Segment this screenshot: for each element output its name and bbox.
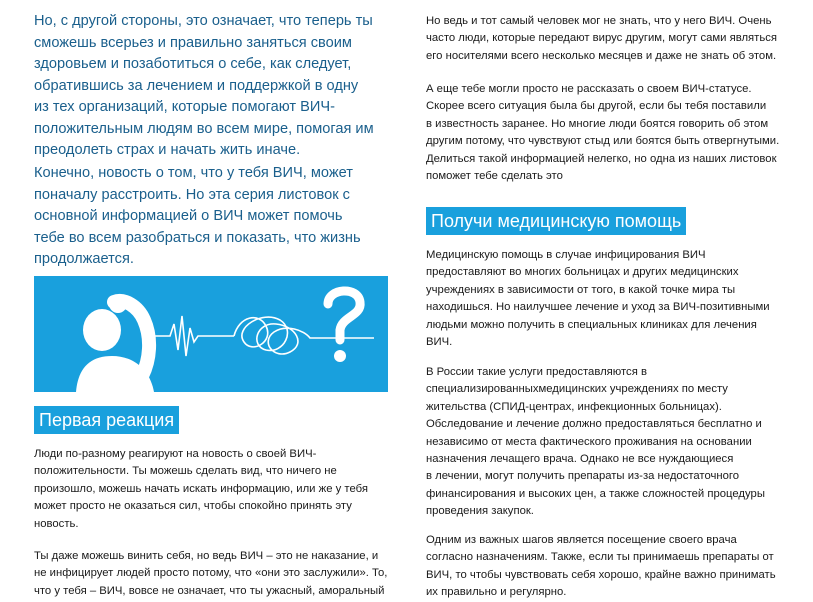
text-line: назначения лечащего врача. Однако не все нуждающиеся xyxy=(426,453,734,466)
text-line: Ты даже можешь винить себя, но ведь ВИЧ – это не наказание, и xyxy=(34,550,379,562)
text-line: А еще тебе могли просто не рассказать о своем ВИЧ-статусе. xyxy=(426,83,752,95)
right-paragraph-2 xyxy=(426,81,791,185)
confused-person-thinking-icon xyxy=(34,276,388,392)
text-line: тебе во всем разобраться и показать, что жизнь xyxy=(34,229,361,246)
text-line: Обследование и лечение должно предоставляться бесплатно и xyxy=(426,418,762,431)
text-line: учреждениях в зависимости от того, в какой точке мира ты xyxy=(426,283,736,296)
text-line: людьми можно получить в специальных клиниках для лечения xyxy=(426,318,757,331)
text-line: произошло, можешь начать искать информацию, или же у тебя xyxy=(34,482,368,495)
text-line: положительным людям во всем мире, помогая им xyxy=(34,120,374,137)
medical-help-paragraph-1 xyxy=(426,247,786,351)
text-line: В России такие услуги предоставляются в xyxy=(426,366,647,378)
text-line: здоровьем и позаботиться о себе, как следует, xyxy=(34,56,352,72)
text-line: финансирования и высоких цен, а также сложностей процедуры xyxy=(426,487,765,500)
text-line: в известность заранее. Но многие люди боятся говорить об этом xyxy=(426,117,769,130)
text-line: их правильно и регулярно. xyxy=(426,586,567,599)
lead-paragraph-2 xyxy=(34,163,379,271)
illustration-banner xyxy=(34,276,388,392)
text-line: находишься. Но наилучшее лечение и уход за ВИЧ-позитивными xyxy=(426,301,770,314)
text-line: его носителями всего несколько месяцев и даже не знать об этом. xyxy=(426,49,777,62)
medical-help-paragraph-2 xyxy=(426,364,781,521)
text-line: часто люди, которые передают вирус другим, могут сами являться xyxy=(426,32,777,45)
text-line: жительства (СПИД-центрах, инфекционных больницах). xyxy=(426,400,722,413)
text-line: независимо от места фактического проживания на основании xyxy=(426,435,752,448)
text-line: предоставляют во многих больницах и других медицинских xyxy=(426,266,739,279)
text-line: что у тебя – ВИЧ, вовсе не означает, что ты ужасный, аморальный xyxy=(34,584,385,597)
text-line: преодолеть страх и начать жить иначе. xyxy=(34,142,301,158)
text-line: Но, с другой стороны, это означает, что теперь ты xyxy=(34,13,373,29)
first-reaction-paragraph-1 xyxy=(34,446,379,533)
text-line: Делиться такой информацией нелегко, но одна из наших листовок xyxy=(426,152,777,165)
heading-first-reaction: Первая реакция xyxy=(34,406,179,434)
text-line: Конечно, новость о том, что у тебя ВИЧ, может xyxy=(34,165,353,181)
text-line: Медицинскую помощь в случае инфицирования ВИЧ xyxy=(426,249,706,261)
text-line: положительности. Ты можешь сделать вид, что ничего не xyxy=(34,465,337,478)
text-line: не инфицирует людей просто потому, что «они это заслужили». То, xyxy=(34,567,388,580)
text-line: Скорее всего ситуация была бы другой, если бы тебя поставили xyxy=(426,100,767,113)
text-line: другим потому, что чувствуют стыд или боятся быть отвергнутыми. xyxy=(426,135,780,148)
text-line: сможешь всерьез и правильно заняться своим xyxy=(34,34,352,51)
text-line: поможет тебе сделать это xyxy=(426,170,563,183)
text-line: ВИЧ. xyxy=(426,336,453,349)
text-line: поначалу расстроить. Но эта серия листовок с xyxy=(34,186,350,203)
text-line: продолжается. xyxy=(34,251,134,267)
text-line: может просто не оказаться сил, чтобы спокойно принять эту xyxy=(34,500,352,513)
text-line: проведения закупок. xyxy=(426,505,534,518)
text-line: Но ведь и тот самый человек мог не знать, что у него ВИЧ. Очень xyxy=(426,15,772,27)
text-line: обратившись за лечением и поддержкой в одну xyxy=(34,77,359,94)
lead-paragraph-1 xyxy=(34,11,379,162)
text-line: Одним из важных шагов является посещение своего врача xyxy=(426,534,737,546)
text-line: Люди по-разному реагируют на новость о своей ВИЧ- xyxy=(34,448,317,460)
text-line: согласно назначениям. Также, если ты принимаешь препараты от xyxy=(426,551,774,564)
medical-help-paragraph-3 xyxy=(426,532,791,602)
text-line: из тех организаций, которые помогают ВИЧ- xyxy=(34,99,335,115)
heading-get-medical-help: Получи медицинскую помощь xyxy=(426,207,686,235)
text-line: в лечении, могут получить препараты из-за недостаточного xyxy=(426,470,740,483)
first-reaction-paragraph-2 xyxy=(34,548,389,600)
text-line: новость. xyxy=(34,517,79,530)
text-line: специализированныхмедицинских учреждениях по месту xyxy=(426,383,728,396)
right-paragraph-1 xyxy=(426,13,791,65)
text-line: основной информацией о ВИЧ может помочь xyxy=(34,208,343,224)
text-line: ВИЧ, то чтобы чувствовать себя хорошо, крайне важно принимать xyxy=(426,568,776,581)
